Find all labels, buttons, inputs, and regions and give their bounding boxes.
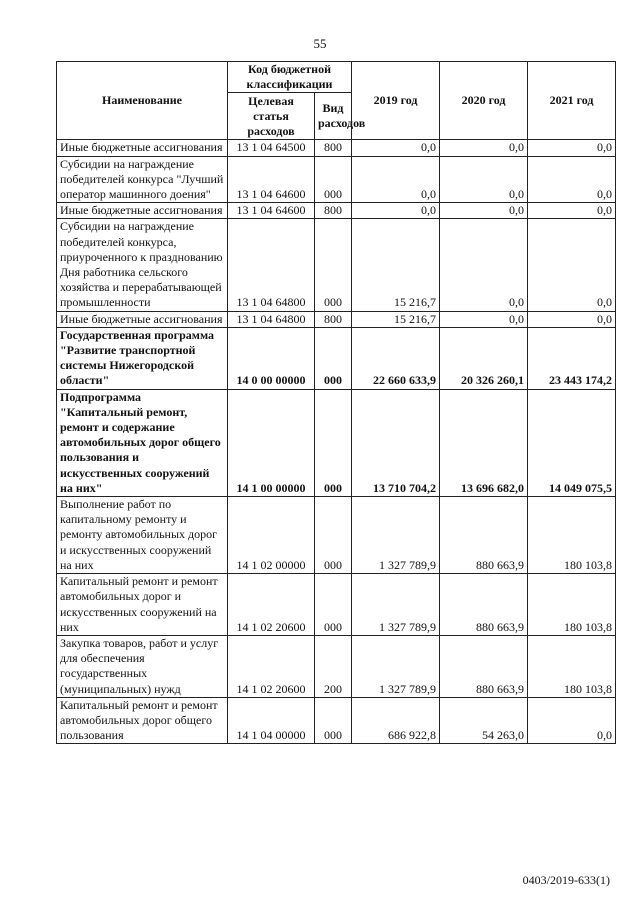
row-value-2021: 0,0: [528, 311, 616, 327]
row-value-2019: 15 216,7: [352, 219, 440, 311]
row-target-article: 13 1 04 64500: [228, 140, 315, 156]
row-value-2020: 880 663,9: [440, 574, 528, 636]
table-row: [57, 574, 616, 636]
table-row: [57, 327, 616, 389]
row-target-article: 13 1 04 64600: [228, 156, 315, 203]
row-value-2020: 0,0: [440, 140, 528, 156]
header-2020: 2020 год: [440, 62, 528, 140]
row-value-2020: 880 663,9: [440, 635, 528, 697]
row-target-article: 14 1 04 00000: [228, 697, 315, 744]
table-row: [57, 140, 616, 156]
budget-table: [56, 61, 616, 744]
table-row: [57, 497, 616, 574]
row-expense-type: 000: [315, 156, 352, 203]
row-value-2019: 1 327 789,9: [352, 574, 440, 636]
table-row: [57, 311, 616, 327]
row-target-article: 14 1 02 00000: [228, 497, 315, 574]
row-name: Государственная программа "Развитие транспортной системы Нижегородской области": [57, 327, 228, 389]
row-value-2021: 0,0: [528, 219, 616, 311]
row-target-article: 13 1 04 64800: [228, 311, 315, 327]
row-value-2021: 23 443 174,2: [528, 327, 616, 389]
row-value-2021: 180 103,8: [528, 574, 616, 636]
row-expense-type: 800: [315, 203, 352, 219]
header-name: Наименование: [57, 62, 228, 140]
row-name: Иные бюджетные ассигнования: [57, 203, 228, 219]
row-expense-type: 800: [315, 140, 352, 156]
row-value-2020: 13 696 682,0: [440, 389, 528, 496]
table-row: [57, 156, 616, 203]
row-target-article: 14 1 00 00000: [228, 389, 315, 496]
row-value-2021: 0,0: [528, 140, 616, 156]
table-row: [57, 697, 616, 744]
row-name: Подпрограмма "Капитальный ремонт, ремонт и содержание автомобильных дорог общего пользования и искусственных сооружений на них": [57, 389, 228, 496]
row-target-article: 13 1 04 64600: [228, 203, 315, 219]
row-value-2019: 15 216,7: [352, 311, 440, 327]
row-expense-type: 200: [315, 635, 352, 697]
row-value-2019: 0,0: [352, 156, 440, 203]
document-code: 0403/2019-633(1): [522, 873, 610, 887]
header-expense-type: Вид расходов: [315, 93, 352, 140]
header-2019: 2019 год: [352, 62, 440, 140]
row-value-2021: 14 049 075,5: [528, 389, 616, 496]
row-name: Закупка товаров, работ и услуг для обеспечения государственных (муниципальных) нужд: [57, 635, 228, 697]
row-value-2019: 13 710 704,2: [352, 389, 440, 496]
row-expense-type: 000: [315, 327, 352, 389]
row-target-article: 14 1 02 20600: [228, 574, 315, 636]
header-target-article: Целевая статья расходов: [228, 93, 315, 140]
row-value-2019: 1 327 789,9: [352, 497, 440, 574]
row-value-2019: 686 922,8: [352, 697, 440, 744]
row-value-2020: 0,0: [440, 156, 528, 203]
row-name: Выполнение работ по капитальному ремонту и ремонту автомобильных дорог и искусственных сооружений на них: [57, 497, 228, 574]
table-row: [57, 389, 616, 496]
row-expense-type: 800: [315, 311, 352, 327]
row-name: Иные бюджетные ассигнования: [57, 140, 228, 156]
row-value-2019: 1 327 789,9: [352, 635, 440, 697]
row-value-2019: 0,0: [352, 203, 440, 219]
header-classification: Код бюджетной классификации: [228, 62, 352, 93]
row-target-article: 14 0 00 00000: [228, 327, 315, 389]
row-value-2020: 0,0: [440, 311, 528, 327]
row-expense-type: 000: [315, 697, 352, 744]
row-value-2021: 0,0: [528, 156, 616, 203]
row-name: Субсидии на награждение победителей конкурса, приуроченного к празднованию Дня работника сельского хозяйства и перерабатывающей промышленности: [57, 219, 228, 311]
row-expense-type: 000: [315, 497, 352, 574]
table-body: [57, 140, 616, 744]
table-header: [57, 62, 616, 140]
row-value-2020: 880 663,9: [440, 497, 528, 574]
row-name: Капитальный ремонт и ремонт автомобильных дорог и искусственных сооружений на них: [57, 574, 228, 636]
header-2021: 2021 год: [528, 62, 616, 140]
row-value-2020: 0,0: [440, 203, 528, 219]
table-row: [57, 203, 616, 219]
row-expense-type: 000: [315, 574, 352, 636]
row-value-2019: 0,0: [352, 140, 440, 156]
row-target-article: 13 1 04 64800: [228, 219, 315, 311]
row-expense-type: 000: [315, 219, 352, 311]
row-value-2020: 0,0: [440, 219, 528, 311]
row-value-2019: 22 660 633,9: [352, 327, 440, 389]
table-row: [57, 635, 616, 697]
row-name: Субсидии на награждение победителей конкурса "Лучший оператор машинного доения": [57, 156, 228, 203]
row-expense-type: 000: [315, 389, 352, 496]
page-number: 55: [313, 36, 327, 51]
row-target-article: 14 1 02 20600: [228, 635, 315, 697]
table-row: [57, 219, 616, 311]
row-value-2021: 0,0: [528, 697, 616, 744]
row-value-2020: 20 326 260,1: [440, 327, 528, 389]
row-name: Иные бюджетные ассигнования: [57, 311, 228, 327]
row-value-2021: 0,0: [528, 203, 616, 219]
row-value-2020: 54 263,0: [440, 697, 528, 744]
row-value-2021: 180 103,8: [528, 635, 616, 697]
row-value-2021: 180 103,8: [528, 497, 616, 574]
row-name: Капитальный ремонт и ремонт автомобильных дорог общего пользования: [57, 697, 228, 744]
